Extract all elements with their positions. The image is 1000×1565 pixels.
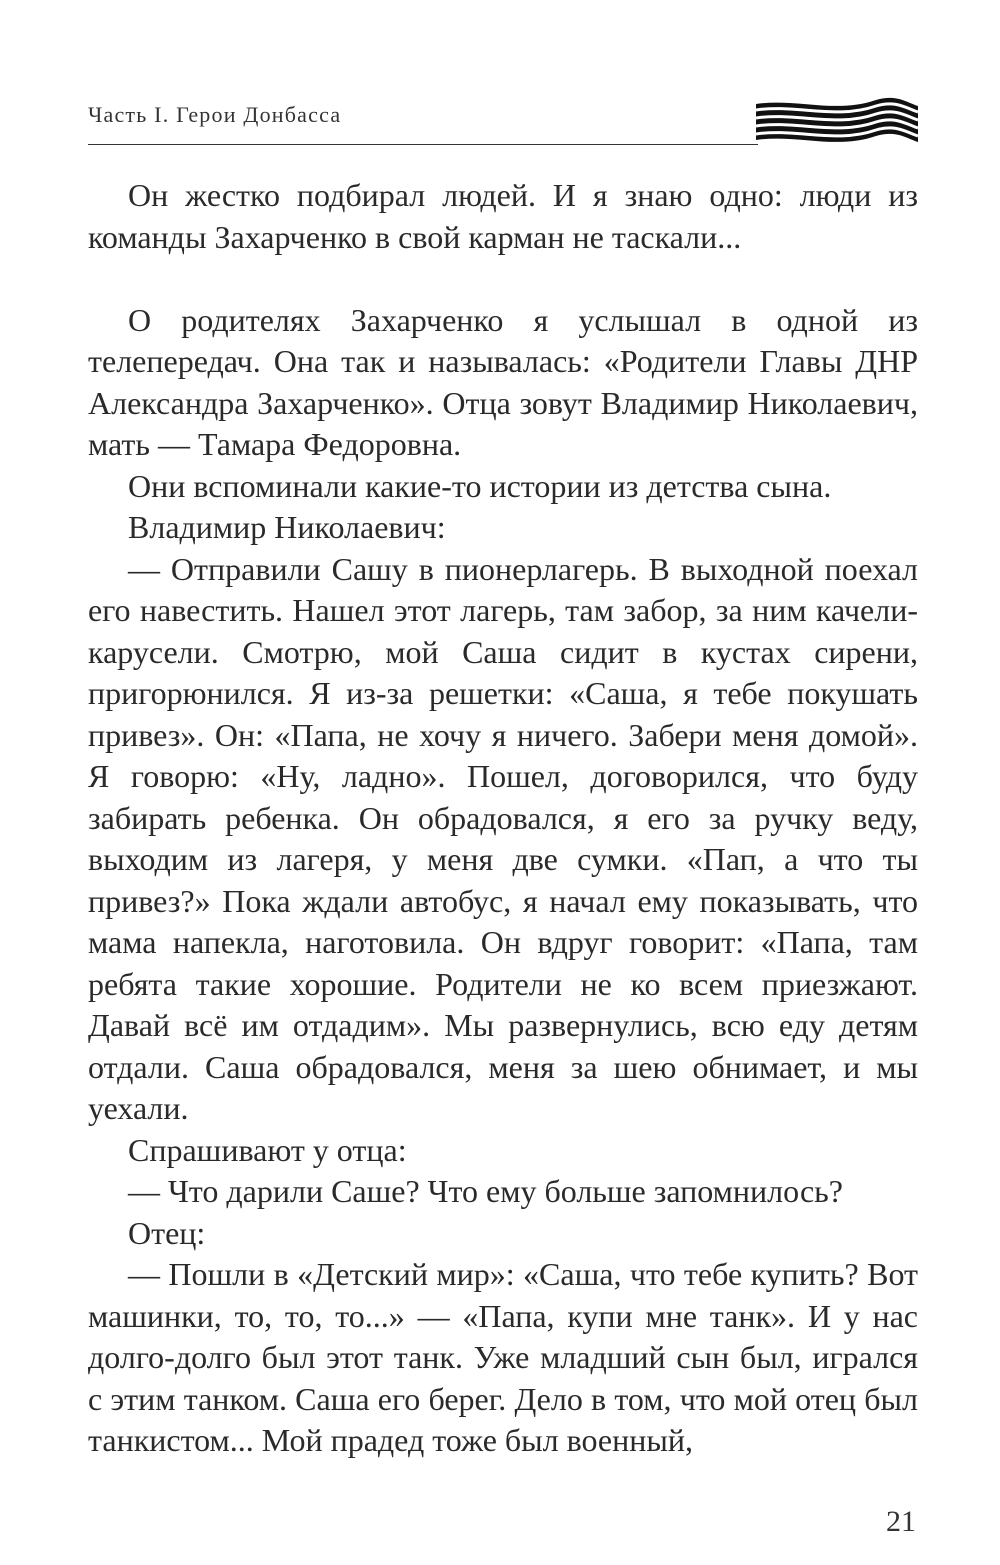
paragraph: Владимир Николаевич:: [128, 509, 446, 545]
paragraph: — Отправили Сашу в пионерлагерь. В выходной поехал его навестить. Нашел этот лагерь, там забор, за ним качели-карусели. Смотрю, мой Саша сидит в кустах сирени, пригорюнился. Я из-за решетки: «Саша, я тебе покушать привез». Он: «Папа, не хочу я ничего. Забери меня домой». Я говорю: «Ну, ладно». Пошел, договорился, что буду забирать ребенка. Он обрадовался, я его за ручку веду, выходим из лагеря, у меня две сумки. «Пап, а что ты привез?» Пока ждали автобус, я начал ему показывать, что мама напекла, наготовила. Он вдруг говорит: «Папа, там ребята такие хорошие. Родители не ко всем приезжают. Давай всё им отдадим». Мы развернулись, всю еду детям отдали. Саша обрадовался, меня за шею обнимает, и мы уехали.: [88, 550, 918, 1126]
header-divider: [88, 144, 758, 145]
paragraph: — Что дарили Саше? Что ему больше запомнилось?: [128, 1173, 843, 1209]
body-text: [88, 175, 918, 1462]
running-header: [88, 96, 918, 156]
paragraph: Они вспоминали какие-то истории из детства сына.: [128, 467, 832, 504]
paragraph: Спрашивают у отца:: [128, 1131, 407, 1168]
page-number: 21: [886, 1505, 916, 1538]
paragraph: Отец:: [128, 1214, 206, 1251]
st-george-ribbon-icon: [756, 96, 918, 152]
paragraph: — Пошли в «Детский мир»: «Саша, что тебе купить? Вот машинки, то, то, то...» — «Папа, купи мне танк». И у нас долго-долго был этот танк. Уже младший сын был, игрался с этим танком. Саша его берег. Дело в том, что мой отец был танкистом... Мой прадед тоже был военный,: [88, 1256, 918, 1458]
paragraph: Он жестко подбирал людей. И я знаю одно: люди из команды Захарченко в свой карман не таскали...: [88, 177, 918, 255]
chapter-title: Часть I. Герои Донбасса: [88, 102, 342, 127]
paragraph-gap: [88, 258, 918, 300]
paragraph: О родителях Захарченко я услышал в одной из телепередач. Она так и называлась: «Родители Главы ДНР Александра Захарченко». Отца зовут Владимир Николаевич, мать — Тамара Федоровна.: [88, 301, 918, 462]
